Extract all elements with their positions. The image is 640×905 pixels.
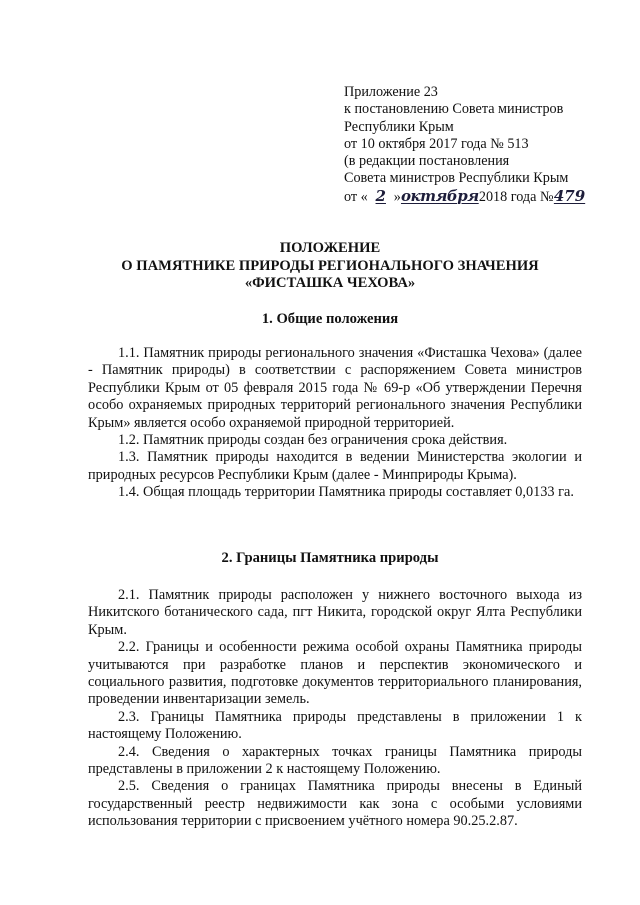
title-line-2: О ПАМЯТНИКЕ ПРИРОДЫ РЕГИОНАЛЬНОГО ЗНАЧЕНИЯ xyxy=(121,257,539,274)
paragraph-1-3: 1.3. Памятник природы находится в ведении Министерства экологии и природных ресурсов Республики Крым (далее - Минприроды Крыма). xyxy=(88,449,582,483)
paragraph-2-3: 2.3. Границы Памятника природы представлены в приложении 1 к настоящему Положению. xyxy=(88,708,582,743)
handwritten-day: 2 xyxy=(375,186,386,205)
paragraph-1-2: 1.2. Памятник природы создан без ограничения срока действия. xyxy=(118,432,508,449)
paragraph-2-2: 2.2. Границы и особенности режима особой охраны Памятника природы учитываются при разработке планов и перспектив экономического и социального развития, подготовке документов территориального планирования, проведении инвентаризации земель. xyxy=(88,639,582,708)
paragraph-2-5: 2.5. Сведения о границах Памятника природы внесены в Единый государственный реестр недвижимости как зона с особыми условиями использования территории с присвоением учётного номера 90.25.2.87. xyxy=(88,778,582,830)
paragraph-2-4: 2.4. Сведения о характерных точках границы Памятника природы представлены в приложении 2 к настоящему Положению. xyxy=(88,743,582,778)
section-2-body xyxy=(88,587,582,831)
date-prefix: от « xyxy=(344,188,368,205)
appendix-edition-date xyxy=(344,188,636,206)
section-2-heading: 2. Границы Памятника природы xyxy=(221,550,439,566)
document-title xyxy=(100,240,560,293)
paragraph-1-1: 1.1. Памятник природы регионального значения «Фисташка Чехова» (далее - Памятник природы) в соответствии с распоряжением Совета министров Республики Крым от 05 февраля 2015 года № 69-р «Об утверждении Перечня особо охраняемых природных территорий регионального значения Республики Крым» является особо охраняемой природной территорией. xyxy=(88,345,582,431)
appendix-edition: (в редакции постановления xyxy=(344,153,510,170)
appendix-decree: к постановлению Совета министров xyxy=(344,101,564,118)
date-mid: » xyxy=(393,188,401,205)
appendix-header xyxy=(344,84,636,206)
paragraph-1-4: 1.4. Общая площадь территории Памятника природы составляет 0,0133 га. xyxy=(118,484,574,501)
handwritten-month: октября xyxy=(400,186,479,205)
section-1-heading: 1. Общие положения xyxy=(261,311,399,327)
section-1-body xyxy=(88,345,582,502)
title-line-1: ПОЛОЖЕНИЕ xyxy=(279,240,381,256)
appendix-republic: Республики Крым xyxy=(344,118,454,135)
appendix-number: Приложение 23 xyxy=(344,84,438,100)
appendix-council: Совета министров Республики Крым xyxy=(344,170,569,187)
date-year: 2018 года № xyxy=(478,188,554,205)
paragraph-2-1: 2.1. Памятник природы расположен у нижнего восточного выхода из Никитского ботанического сада, пгт Никита, городской округ Ялта Республики Крым. xyxy=(88,587,582,638)
appendix-decree-date: от 10 октября 2017 года № 513 xyxy=(344,135,529,152)
handwritten-number: 479 xyxy=(553,186,586,205)
title-line-3: «ФИСТАШКА ЧЕХОВА» xyxy=(244,275,416,292)
